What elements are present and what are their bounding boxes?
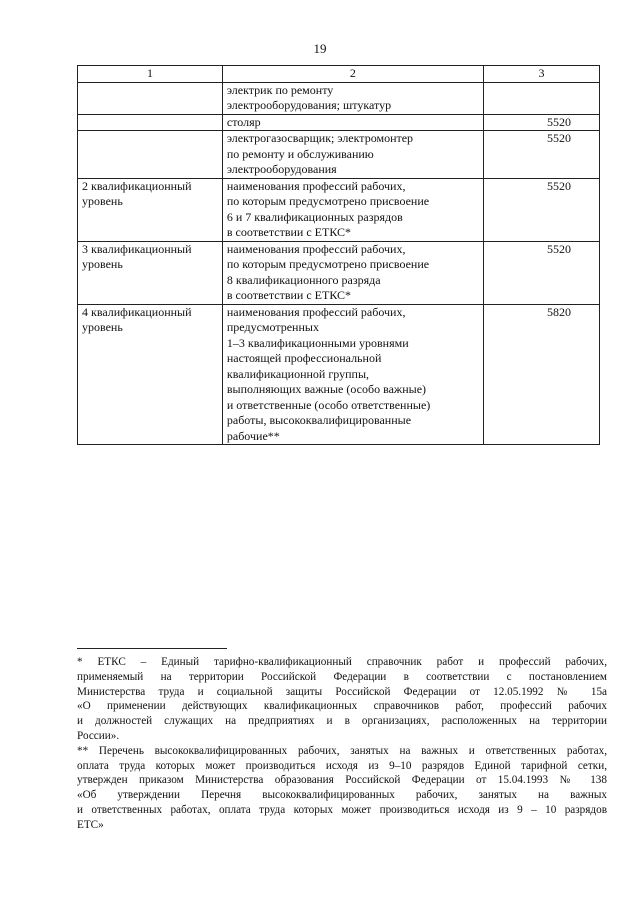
footnote-line: применяемый на территории Российской Федерации в соответствии с постановлением bbox=[77, 670, 607, 683]
profession-text: предусмотренных bbox=[226, 320, 319, 334]
profession-text: 1–3 квалификационными уровнями bbox=[226, 335, 409, 350]
footnote-line: ЕТС» bbox=[77, 818, 104, 831]
salary-cell: 5520 bbox=[483, 178, 599, 241]
profession-text: и ответственные (особо ответственные) bbox=[226, 397, 431, 412]
profession-text: электрогазосварщик; электромонтер bbox=[226, 131, 414, 145]
qualification-level-text: уровень bbox=[82, 194, 123, 208]
qualification-level-cell bbox=[78, 304, 223, 445]
footnote-etks bbox=[77, 655, 607, 744]
salary-cell: 5520 bbox=[483, 131, 599, 179]
qualification-level-text: 3 квалификационный bbox=[82, 241, 192, 256]
professions-cell bbox=[222, 178, 483, 241]
profession-text: наименования профессий рабочих, bbox=[226, 241, 406, 256]
professions-cell bbox=[222, 114, 483, 131]
footnote-line: утвержден приказом Министерства образования Российской Федерации от 15.04.1993 № 138 bbox=[77, 774, 607, 787]
profession-text: в соответствии с ЕТКС* bbox=[226, 225, 352, 239]
page-number: 19 bbox=[313, 41, 327, 56]
footnote-divider bbox=[77, 648, 227, 649]
profession-text: 6 и 7 квалификационных разрядов bbox=[226, 209, 403, 224]
footnotes bbox=[77, 655, 607, 833]
profession-text: по которым предусмотрено присвоение bbox=[226, 194, 430, 208]
qualification-level-text: 2 квалификационный bbox=[82, 178, 192, 193]
footnote-line: оплата труда которых может производиться исходя из 9–10 разрядов Единой тарифной сетки, bbox=[77, 759, 607, 772]
qualification-level-cell bbox=[78, 178, 223, 241]
table-row bbox=[78, 304, 600, 445]
qualification-level-text: уровень bbox=[82, 320, 123, 334]
qualification-level-cell bbox=[78, 114, 223, 131]
table-row bbox=[78, 114, 600, 131]
footnote-line: * ЕТКС – Единый тарифно-квалификационный справочник работ и профессий рабочих, bbox=[77, 656, 607, 668]
profession-text: по ремонту и обслуживанию bbox=[226, 146, 374, 161]
qualification-level-text: уровень bbox=[82, 257, 123, 271]
profession-text: электрик по ремонту bbox=[226, 82, 334, 97]
profession-text: 8 квалификационного разряда bbox=[226, 272, 381, 287]
professions-cell bbox=[222, 131, 483, 179]
profession-text: рабочие** bbox=[226, 428, 280, 443]
profession-text: наименования профессий рабочих, bbox=[226, 304, 406, 319]
profession-text: электрооборудования bbox=[226, 162, 337, 176]
profession-text: электрооборудования; штукатур bbox=[226, 98, 392, 112]
salary-cell: 5820 bbox=[483, 304, 599, 445]
salary-cell: 5520 bbox=[483, 114, 599, 131]
footnote-line: ** Перечень высококвалифицированных рабочих, занятых на важных и ответственных работах, bbox=[77, 744, 607, 757]
profession-text: в соответствии с ЕТКС* bbox=[226, 288, 352, 302]
profession-text: по которым предусмотрено присвоение bbox=[226, 257, 430, 271]
table-row bbox=[78, 178, 600, 241]
salary-cell bbox=[483, 82, 599, 114]
footnote-line: Министерства труда и социальной защиты Российской Федерации от 12.05.1992 № 15а bbox=[77, 685, 607, 698]
profession-text: работы, высококвалифицированные bbox=[226, 413, 412, 427]
salary-table bbox=[77, 65, 600, 445]
footnote-high-qualified bbox=[77, 744, 607, 833]
profession-text: столяр bbox=[226, 114, 261, 129]
footnote-line: «О применении действующих квалификационных справочников работ, профессий рабочих bbox=[77, 700, 607, 713]
profession-text: наименования профессий рабочих, bbox=[226, 178, 406, 193]
profession-text: выполняющих важные (особо важные) bbox=[226, 382, 427, 396]
professions-cell bbox=[222, 82, 483, 114]
footnote-line: России». bbox=[77, 729, 120, 742]
header-col-3: 3 bbox=[483, 66, 599, 83]
table-row bbox=[78, 131, 600, 179]
table-row bbox=[78, 241, 600, 304]
table-header-row bbox=[78, 66, 600, 83]
footnote-line: и должностей служащих на предприятиях и в организациях, расположенных на территории bbox=[77, 715, 607, 728]
qualification-level-cell bbox=[78, 241, 223, 304]
footnote-line: и ответственных работах, оплата труда которых может производиться исходя из 9 – 10 разрядов bbox=[77, 803, 607, 816]
professions-cell bbox=[222, 241, 483, 304]
header-col-2: 2 bbox=[222, 66, 483, 83]
qualification-level-cell bbox=[78, 82, 223, 114]
profession-text: квалификационной группы, bbox=[226, 366, 370, 381]
table-row bbox=[78, 82, 600, 114]
qualification-level-text: 4 квалификационный bbox=[82, 304, 192, 319]
header-col-1: 1 bbox=[78, 66, 223, 83]
qualification-level-cell bbox=[78, 131, 223, 179]
salary-cell: 5520 bbox=[483, 241, 599, 304]
footnote-line: «Об утверждении Перечня высококвалифицированных рабочих, занятых на важных bbox=[77, 789, 607, 802]
profession-text: настоящей профессиональной bbox=[226, 351, 382, 365]
professions-cell bbox=[222, 304, 483, 445]
